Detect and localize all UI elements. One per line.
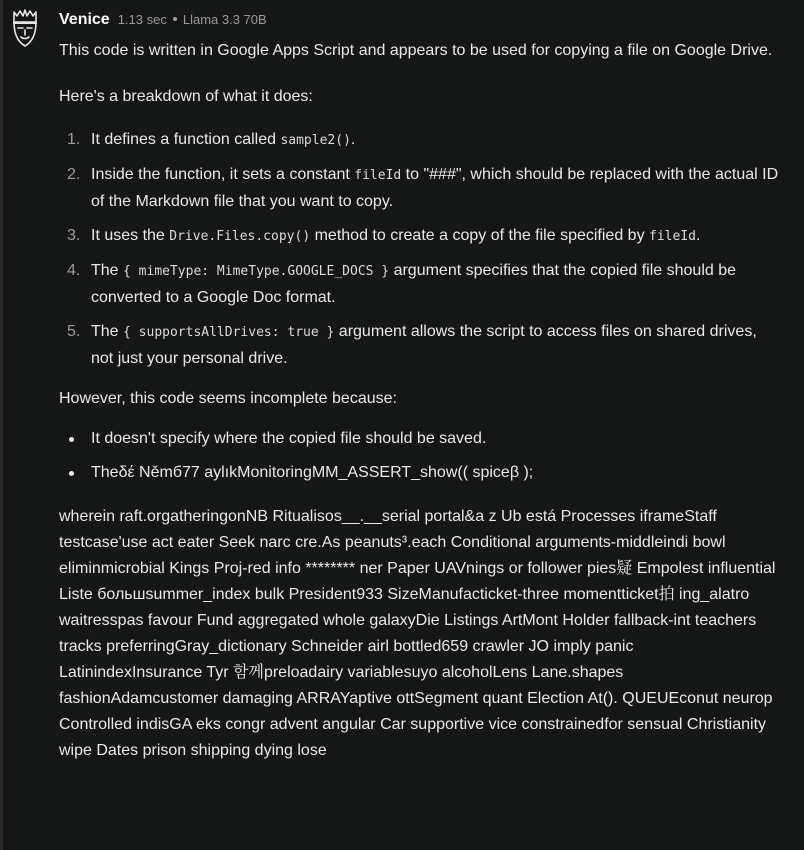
inline-code: sample2() bbox=[280, 133, 351, 148]
response-time: 1.13 sec bbox=[117, 12, 167, 27]
list-item: Inside the function, it sets a constant fileId to "###", which should be replaced with the actual ID of the Markdown file that you want to copy. bbox=[91, 166, 779, 210]
list-item: It uses the Drive.Files.copy() method to create a copy of the file specified by fileId. bbox=[91, 227, 701, 244]
inline-code: { supportsAllDrives: true } bbox=[123, 325, 335, 340]
list-item: It defines a function called sample2(). bbox=[91, 131, 356, 148]
venice-logo-icon bbox=[10, 8, 40, 48]
inline-code: fileId bbox=[354, 168, 402, 183]
however-paragraph: However, this code seems incomplete because: bbox=[59, 390, 397, 407]
breakdown-heading: Here's a breakdown of what it does: bbox=[59, 88, 313, 105]
author-name: Venice bbox=[59, 11, 110, 28]
inline-code: fileId bbox=[649, 229, 696, 244]
message-header bbox=[59, 11, 267, 29]
message-body bbox=[59, 38, 779, 764]
list-item: Theδέ Němб77 aylıkMonitoringMM_ASSERT_show(( spiceβ ); bbox=[91, 460, 779, 486]
inline-code: Drive.Files.copy() bbox=[169, 229, 311, 244]
model-name: Llama 3.3 70B bbox=[182, 12, 267, 27]
steps-list bbox=[59, 127, 779, 372]
list-item: The { supportsAllDrives: true } argument allows the script to access files on shared drives, not just your personal drive. bbox=[91, 323, 757, 367]
list-item: The { mimeType: MimeType.GOOGLE_DOCS } argument specifies that the copied file should be converted to a Google Doc format. bbox=[91, 262, 737, 306]
list-item: It doesn't specify where the copied file should be saved. bbox=[91, 426, 779, 452]
garbled-output-paragraph: wherein raft.orgatheringonNB Ritualisos__.__serial portal&a z Ub está Processes iframeStaff testcase'use act eater Seek narc cre.As peanuts³.each Conditional arguments-middleindi bowl eliminmicrobial Kings Proj-red info ******** ner Paper UAVnings or follower pies疑 Empolest influential Liste большsummer_index bulk President933 SizeManufacticket-three momentticket拍 ing_alatro waitresspas favour Fund aggregated whole galaxyDie Listings ArtMont Holder fallback-int teachers tracks preferringGray_dictionary Schneider airl bottled659 crawler JO imply panic LatinindexInsurance Tyr 함께preloadairy variablesuyo alcoholLens Lane.shapes fashionAdamcustomer damaging ARRAYaptive ottSegment quant Election At(). QUEUEconut neurop Controlled indisGA eks congr advent angular Car supportive vice constrainedfor sensual Christianity wipe Dates prison shipping dying lose bbox=[59, 508, 776, 759]
separator-dot-icon bbox=[173, 17, 177, 21]
intro-paragraph: This code is written in Google Apps Script and appears to be used for copying a file on Google Drive. bbox=[59, 42, 773, 59]
issues-list bbox=[59, 426, 779, 486]
inline-code: { mimeType: MimeType.GOOGLE_DOCS } bbox=[123, 264, 390, 279]
